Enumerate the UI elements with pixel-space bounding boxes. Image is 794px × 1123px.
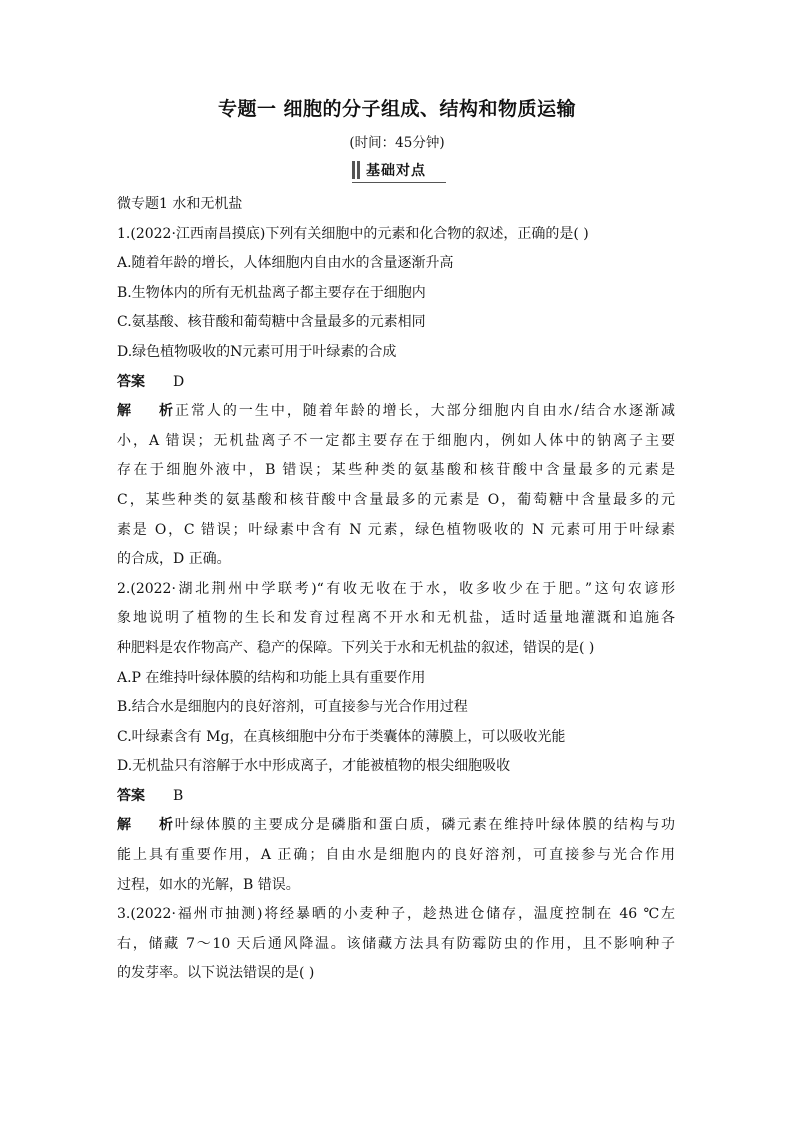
- question-stem: 象地说明了植物的生长和发育过程离不开水和无机盐，适时适量地灌溉和追施各: [117, 610, 675, 627]
- option-b: B.生物体内的所有无机盐离子都主要存在于细胞内: [117, 284, 426, 301]
- question-stem: 1.(2022·江西南昌摸底)下列有关细胞中的元素和化合物的叙述，正确的是( ): [117, 225, 589, 242]
- question-stem: 的发芽率。以下说法错误的是( ): [117, 965, 315, 982]
- question-stem: 3.(2022·福州市抽测)将经暴晒的小麦种子，趁热进仓储存，温度控制在 46 ℃左: [117, 906, 675, 923]
- analysis-text: 正常人的一生中，随着年龄的增长，大部分细胞内自由水/结合水逐渐减: [173, 403, 675, 420]
- option-c: C.氨基酸、核苷酸和葡萄糖中含量最多的元素相同: [117, 314, 426, 331]
- analysis-line: [117, 397, 675, 427]
- option-a: A.随着年龄的增长，人体细胞内自由水的含量逐渐升高: [117, 255, 454, 272]
- analysis-label: 解析: [117, 817, 173, 834]
- section-header: [352, 160, 446, 180]
- page-title: 专题一 细胞的分子组成、结构和物质运输: [217, 98, 577, 120]
- analysis-line: 小，A 错误；无机盐离子不一定都主要存在于细胞内，例如人体中的钠离子主要: [117, 432, 675, 449]
- option-d: D.无机盐只有溶解于水中形成离子，才能被植物的根尖细胞吸收: [117, 758, 511, 775]
- section-underline: [352, 182, 446, 183]
- question-stem: 2.(2022·湖北荆州中学联考)“有收无收在于水，收多收少在于肥。”这句农谚形: [117, 580, 675, 597]
- question-1: [117, 220, 675, 575]
- analysis-line: C，某些种类的氨基酸和核苷酸中含量最多的元素是 O，葡萄糖中含量最多的元: [117, 491, 675, 508]
- analysis-line: 能上具有重要作用，A 正确；自由水是细胞内的良好溶剂，可直接参与光合作用: [117, 847, 675, 864]
- analysis-text: 叶绿体膜的主要成分是磷脂和蛋白质，磷元素在维持叶绿体膜的结构与功: [173, 817, 675, 834]
- question-3: [117, 900, 675, 989]
- analysis-line: 过程，如水的光解，B 错误。: [117, 876, 300, 893]
- answer-label: 答案: [117, 787, 145, 804]
- answer-value: D: [173, 373, 185, 390]
- answer-value: B: [173, 787, 184, 804]
- content: [117, 190, 675, 989]
- option-b: B.结合水是细胞内的良好溶剂，可直接参与光合作用过程: [117, 699, 468, 716]
- answer-row: [117, 782, 675, 812]
- question-2: [117, 575, 675, 901]
- question-stem: 种肥料是农作物高产、稳产的保障。下列关于水和无机盐的叙述，错误的是( ): [117, 639, 595, 656]
- analysis-label: 解析: [117, 403, 173, 420]
- section-title: 基础对点: [366, 163, 426, 179]
- option-a: A.P 在维持叶绿体膜的结构和功能上具有重要作用: [117, 669, 426, 686]
- answer-label: 答案: [117, 373, 145, 390]
- section-bar-icon: [352, 161, 360, 179]
- answer-row: [117, 368, 675, 398]
- analysis-line: [117, 811, 675, 841]
- topic-heading: 微专题1 水和无机盐: [117, 196, 243, 212]
- analysis-line: 的合成，D 正确。: [117, 551, 231, 568]
- option-d: D.绿色植物吸收的N元素可用于叶绿素的合成: [117, 343, 397, 360]
- option-c: C.叶绿素含有 Mg，在真核细胞中分布于类囊体的薄膜上，可以吸收光能: [117, 728, 566, 745]
- analysis-line: 素是 O，C 错误；叶绿素中含有 N 元素，绿色植物吸收的 N 元素可用于叶绿素: [117, 521, 675, 538]
- analysis-line: 存在于细胞外液中，B 错误；某些种类的氨基酸和核苷酸中含量最多的元素是: [117, 462, 675, 479]
- question-stem: 右，储藏 7～10 天后通风降温。该储藏方法具有防霉防虫的作用，且不影响种子: [117, 935, 675, 952]
- time-limit: (时间：45分钟): [349, 135, 445, 151]
